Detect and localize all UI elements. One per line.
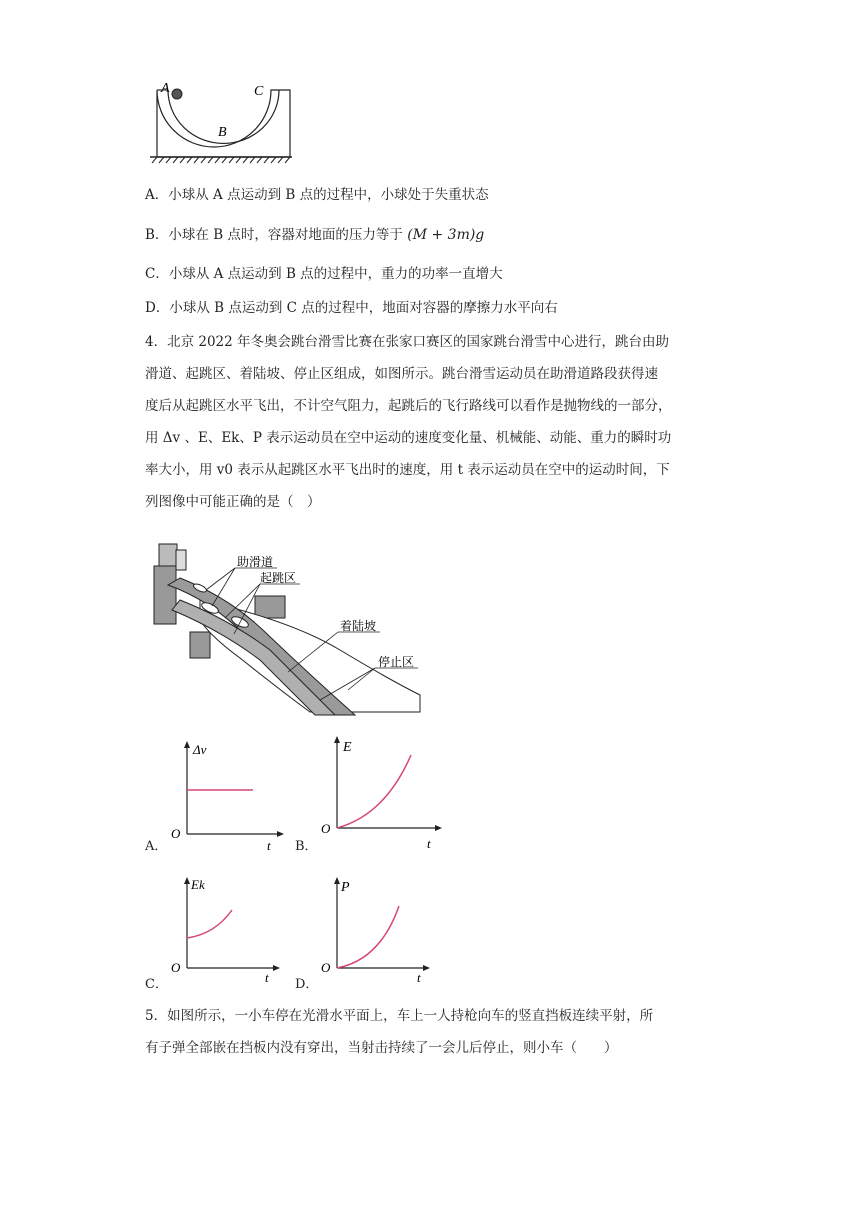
q3-option-c: C．小球从 A 点运动到 B 点的过程中，重力的功率一直增大	[145, 266, 503, 282]
graph-a-option: A．	[145, 839, 168, 854]
graph-d-origin: O	[321, 960, 331, 975]
label-b: B	[218, 125, 227, 140]
graph-d	[295, 872, 435, 992]
label-c: C	[254, 84, 264, 99]
graph-a-xlabel: t	[267, 838, 271, 853]
ski-jump-figure	[150, 540, 435, 720]
q5-line-1: 5．如图所示，一小车停在光滑水平面上，车上一人持枪向车的竖直挡板连续平射，所	[145, 1008, 654, 1024]
graph-d-option: D．	[295, 977, 319, 992]
graph-a-ylabel: Δv	[193, 742, 207, 757]
graph-c-xlabel: t	[265, 970, 269, 985]
graph-a-origin: O	[171, 826, 181, 841]
q4-stem	[145, 326, 720, 518]
container-diagram	[140, 78, 300, 168]
q5-stem	[145, 1000, 720, 1064]
q4-line-6: 列图像中可能正确的是（ ）	[145, 494, 321, 510]
label-zhuolupo: 着陆坡	[340, 619, 377, 633]
ball	[172, 89, 182, 99]
graph-c-option: C．	[145, 977, 168, 992]
graph-c-curve	[187, 910, 232, 938]
graph-b-xlabel: t	[427, 836, 431, 851]
graph-d-curve	[337, 906, 399, 968]
q5-line-2: 有子弹全部嵌在挡板内没有穿出，当射击持续了一会儿后停止，则小车（ ）	[145, 1040, 618, 1056]
graph-c-origin: O	[171, 960, 181, 975]
q3-option-b-formula: (M + 3m)g	[407, 227, 485, 243]
q4-line-5: 率大小，用 v0 表示从起跳区水平飞出时的速度，用 t 表示运动员在空中的运动时间，下	[145, 462, 670, 478]
graph-b-ylabel: E	[343, 740, 352, 755]
graph-b-option: B．	[295, 839, 318, 854]
q4-line-3: 度后从起跳区水平飞出，不计空气阻力，起跳后的飞行路线可以看作是抛物线的一部分，	[145, 398, 672, 414]
container-figure	[140, 78, 300, 168]
label-tingzhiqu: 停止区	[378, 655, 415, 669]
graph-d-xlabel: t	[417, 970, 421, 985]
q4-line-4: 用 Δv 、E、Ek、P 表示运动员在空中运动的速度变化量、机械能、动能、重力的瞬时功	[145, 430, 672, 446]
label-zhuhuadao: 助滑道	[237, 555, 274, 569]
graph-c	[145, 872, 285, 992]
ski-jump-diagram	[150, 540, 435, 720]
q3-option-d: D．小球从 B 点运动到 C 点的过程中，地面对容器的摩擦力水平向右	[145, 300, 558, 316]
q4-line-2: 滑道、起跳区、着陆坡、停止区组成，如图所示。跳台滑雪运动员在助滑道路段获得速	[145, 366, 658, 382]
q3-option-a: A．小球从 A 点运动到 B 点的过程中，小球处于失重状态	[145, 187, 489, 203]
graph-b-origin: O	[321, 821, 331, 836]
label-a: A	[161, 81, 170, 96]
graph-c-ylabel: Ek	[191, 877, 205, 892]
graph-b	[295, 735, 445, 855]
q3-option-b	[145, 225, 484, 245]
graph-d-ylabel: P	[341, 880, 350, 895]
q4-line-1: 4．北京 2022 年冬奥会跳台滑雪比赛在张家口赛区的国家跳台滑雪中心进行，跳台由助	[145, 334, 670, 350]
label-qitiaoqu: 起跳区	[260, 571, 297, 585]
q3-option-b-text: B．小球在 B 点时，容器对地面的压力等于	[145, 227, 403, 243]
graph-b-curve	[337, 755, 411, 828]
graph-a	[145, 740, 285, 855]
